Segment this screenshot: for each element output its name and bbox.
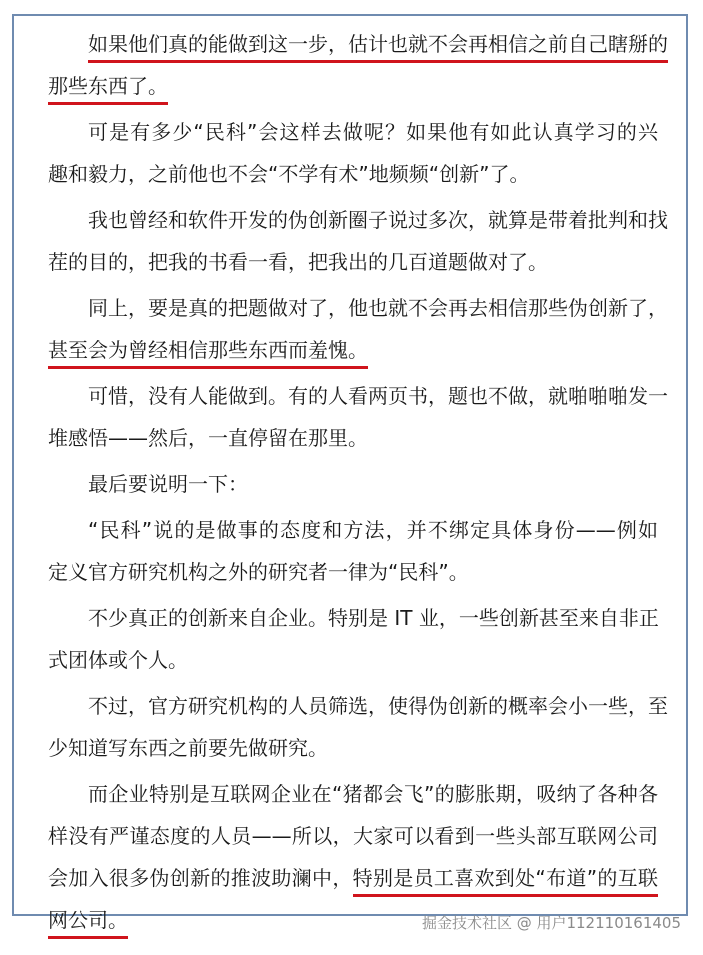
text-segment: 茬的目的，把我的书看一看，把我出的几百道题做对了。 [48,250,548,274]
text-line [48,776,658,818]
text-line [48,68,658,110]
text-line [48,26,668,68]
underlined-text: 网公司。 [48,908,128,939]
text-segment: 式团体或个人。 [48,648,188,672]
text-segment: 可是有多少“民科”会这样去做呢？如果他有如此认真学习的兴 [88,120,658,144]
paragraph [48,378,668,462]
underlined-text: 如果他们真的能做到这一步，估计也就不会再相信之前自己瞎掰的 [88,32,668,63]
paragraph [48,512,658,596]
paragraph [48,26,668,110]
text-segment: 而企业特别是互联网企业在“猪都会飞”的膨胀期，吸纳了各种各 [88,782,658,806]
paragraph [48,114,658,198]
text-segment: 少知道写东西之前要先做研究。 [48,736,328,760]
text-line [48,512,658,554]
text-line [48,290,668,332]
text-line [48,202,668,244]
document-body [48,26,668,948]
text-line [48,642,658,684]
text-line [48,420,658,462]
text-line [48,156,658,198]
underlined-text: 那些东西了。 [48,74,168,105]
text-line [48,332,658,374]
text-line [48,860,658,902]
text-segment: 定义官方研究机构之外的研究者一律为“民科”。 [48,560,469,584]
watermark: 掘金技术社区 @ 用户112110161405 [421,914,681,932]
text-segment: 样没有严谨态度的人员——所以，大家可以看到一些头部互联网公司 [48,824,658,848]
text-line [48,114,658,156]
underlined-text: 特别是员工喜欢到处“布道”的互联 [353,866,658,897]
paragraph [48,600,658,684]
paragraph [48,466,658,508]
text-segment: 可惜，没有人能做到。有的人看两页书，题也不做，就啪啪啪发一 [88,384,668,408]
paragraph [48,688,668,772]
text-segment: 最后要说明一下： [88,472,248,496]
text-segment: 堆感悟——然后，一直停留在那里。 [48,426,368,450]
text-segment: 不过，官方研究机构的人员筛选，使得伪创新的概率会小一些，至 [88,694,668,718]
text-line [48,818,658,860]
paragraph [48,202,668,286]
text-segment: 趣和毅力，之前他也不会“不学有术”地频频“创新”了。 [48,162,530,186]
text-segment: 同上，要是真的把题做对了，他也就不会再去相信那些伪创新了， [88,296,668,320]
text-segment: 不少真正的创新来自企业。特别是 IT 业，一些创新甚至来自非正 [88,606,659,630]
text-segment: “民科”说的是做事的态度和方法，并不绑定具体身份——例如 [88,518,658,542]
text-segment: 我也曾经和软件开发的伪创新圈子说过多次，就算是带着批判和找 [88,208,668,232]
text-line [48,554,658,596]
text-line [48,466,658,508]
text-line [48,730,658,772]
text-line [48,600,658,642]
text-line [48,378,668,420]
text-line [48,244,658,286]
underlined-text: 甚至会为曾经相信那些东西而羞愧。 [48,338,368,369]
text-line [48,688,668,730]
paragraph [48,290,668,374]
text-segment: 会加入很多伪创新的推波助澜中， [48,866,353,890]
